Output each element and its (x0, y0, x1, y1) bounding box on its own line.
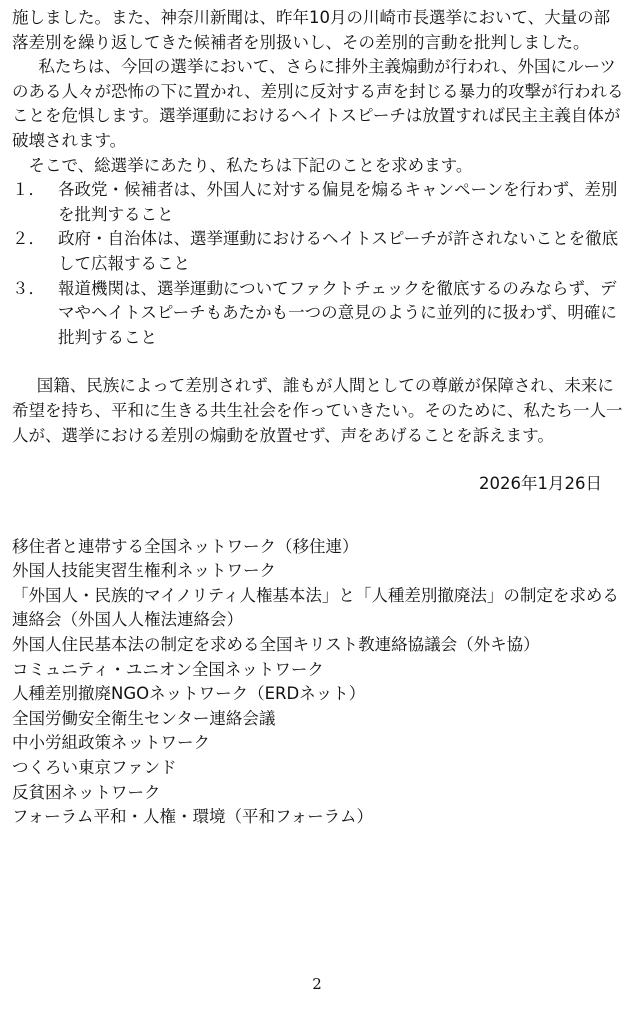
signatory-item: 中小労組政策ネットワーク (12, 733, 210, 753)
signatory-item: 外国人技能実習生権利ネットワーク (12, 561, 276, 581)
signatory-item: コミュニティ・ユニオン全国ネットワーク (12, 659, 324, 679)
signatory-item: 移住者と連帯する全国ネットワーク（移住連） (12, 536, 359, 556)
signatory-item: フォーラム平和・人権・環境（平和フォーラム） (12, 807, 374, 827)
demand-list (12, 178, 624, 350)
demand-text: 報道機関は、選挙運動についてファクトチェックを徹底するのみならず、デマやヘイトスピーチもあたかも一つの意見のように並列的に扱わず、明確に批判すること (58, 278, 617, 347)
demand-item (12, 227, 624, 276)
spacer (12, 350, 624, 374)
signatory-item: 「外国人・民族的マイノリティ人権基本法」と「人種差別撤廃法」の制定を求める連絡会（外国人人権法連絡会） (12, 585, 619, 630)
signatory-list (12, 535, 624, 830)
signatory-item: つくろい東京ファンド (12, 758, 177, 778)
signatory-item: 全国労働安全衛生センター連絡会議 (12, 708, 276, 728)
document-date: 2026年1月26日 (479, 474, 602, 494)
signatory-item: 外国人住民基本法の制定を求める全国キリスト教連絡協議会（外キ協） (12, 635, 540, 655)
demand-item (12, 178, 624, 227)
page-number: 2 (312, 975, 322, 993)
demand-text: 各政党・候補者は、外国人に対する偏見を煽るキャンペーンを行わず、差別を批判すること (58, 180, 618, 224)
demand-intro: そこで、総選挙にあたり、私たちは下記のことを求めます。 (28, 155, 473, 175)
concern-paragraph: 私たちは、今回の選挙において、さらに排外主義煽動が行われ、外国にルーツのある人々が恐怖の下に置かれ、差別に反対する声を封じる暴力的攻撃が行われることを危惧します。選挙運動におけるヘイトスピーチは放置すれば民主主義自体が破壊されます。 (12, 57, 624, 150)
demand-text: 政府・自治体は、選挙運動におけるヘイトスピーチが許されないことを徹底して広報すること (58, 229, 619, 273)
document-page (12, 6, 624, 830)
closing-paragraph: 国籍、民族によって差別されず、誰もが人間としての尊厳が保障され、未来に希望を持ち、平和に生きる共生社会を作っていきたい。そのために、私たち一人一人が、選挙における差別の煽動を放置せず、声をあげることを訴えます。 (12, 376, 623, 445)
demand-item (12, 277, 624, 351)
demand-number: ３． (12, 278, 45, 298)
demand-number: １． (12, 180, 45, 200)
spacer (12, 448, 624, 472)
signatory-item: 反貧困ネットワーク (12, 782, 161, 802)
intro-paragraph: 施しました。また、神奈川新聞は、昨年10月の川崎市長選挙において、大量の部落差別を繰り返してきた候補者を別扱いし、その差別的言動を批判しました。 (12, 8, 611, 52)
demand-number: ２． (12, 229, 45, 249)
spacer (12, 497, 624, 535)
signatory-item: 人種差別撤廃NGOネットワーク（ERDネット） (12, 684, 366, 704)
